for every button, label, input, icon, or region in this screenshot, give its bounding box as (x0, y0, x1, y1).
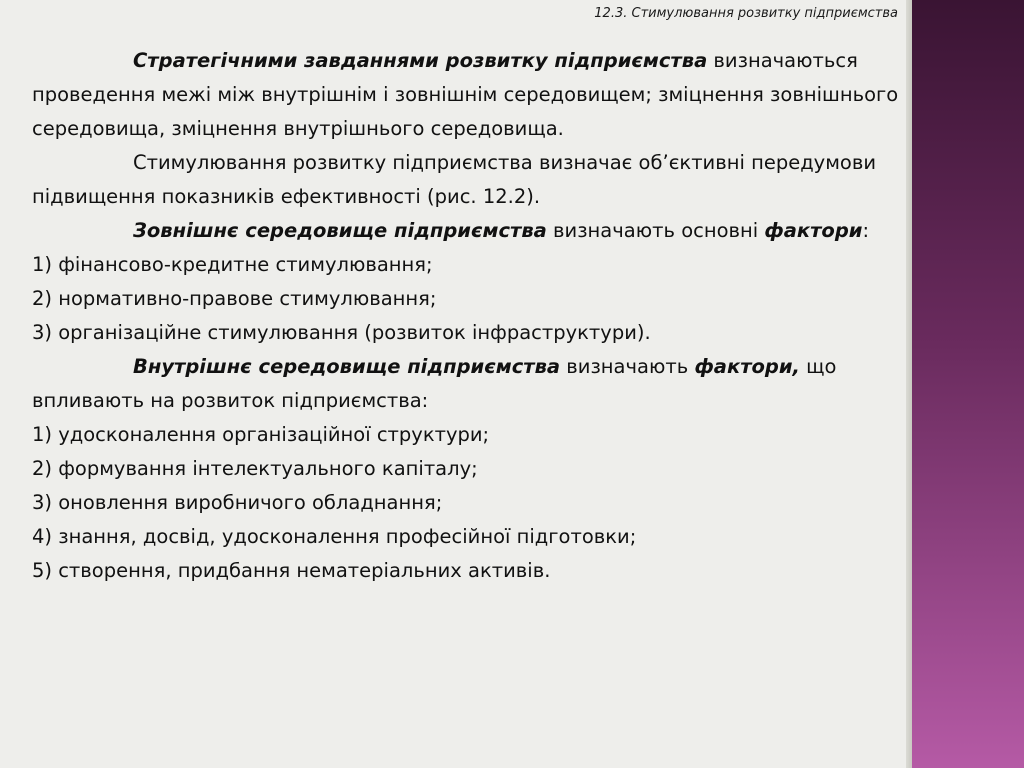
list-item: 3) організаційне стимулювання (розвиток інфраструктури). (32, 321, 651, 344)
list-item: 3) оновлення виробничого обладнання; (32, 491, 443, 514)
slide-section-title: 12.3. Стимулювання розвитку підприємства (594, 6, 898, 21)
paragraph-internal-environment (32, 350, 902, 418)
external-environment-term: Зовнішнє середовище підприємства (133, 219, 547, 242)
external-factors-term: фактори (764, 219, 863, 242)
strategic-tasks-term: Стратегічними завданнями розвитку підприємства (133, 49, 708, 72)
list-item: 4) знання, досвід, удосконалення професійної підготовки; (32, 525, 637, 548)
internal-environment-text: визначають (560, 355, 695, 378)
list-item: 5) створення, придбання нематеріальних активів. (32, 559, 551, 582)
internal-factors-term: фактори, (694, 355, 800, 378)
list-item: 1) удосконалення організаційної структури; (32, 423, 490, 446)
internal-environment-term: Внутрішнє середовище підприємства (133, 355, 561, 378)
list-item: 2) формування інтелектуального капіталу; (32, 457, 478, 480)
list-item: 2) нормативно-правове стимулювання; (32, 287, 437, 310)
external-environment-end: : (862, 219, 870, 242)
internal-environment-end: що впливають на розвиток підприємства: (32, 355, 837, 412)
decorative-sidebar (912, 0, 1024, 768)
paragraph-strategic-tasks (32, 44, 902, 146)
list-item: 1) фінансово-кредитне стимулювання; (32, 253, 433, 276)
external-environment-text: визначають основні (546, 219, 765, 242)
strategic-tasks-text: визначаються проведення межі між внутрішнім і зовнішнім середовищем; зміцнення зовнішнього середовища, зміцнення внутрішнього середовища. (32, 49, 899, 140)
slide-body (32, 44, 902, 588)
paragraph-stimulation: Стимулювання розвитку підприємства визначає об’єктивні передумови підвищення показників ефективності (рис. 12.2). (32, 151, 877, 208)
paragraph-external-environment (32, 214, 902, 248)
